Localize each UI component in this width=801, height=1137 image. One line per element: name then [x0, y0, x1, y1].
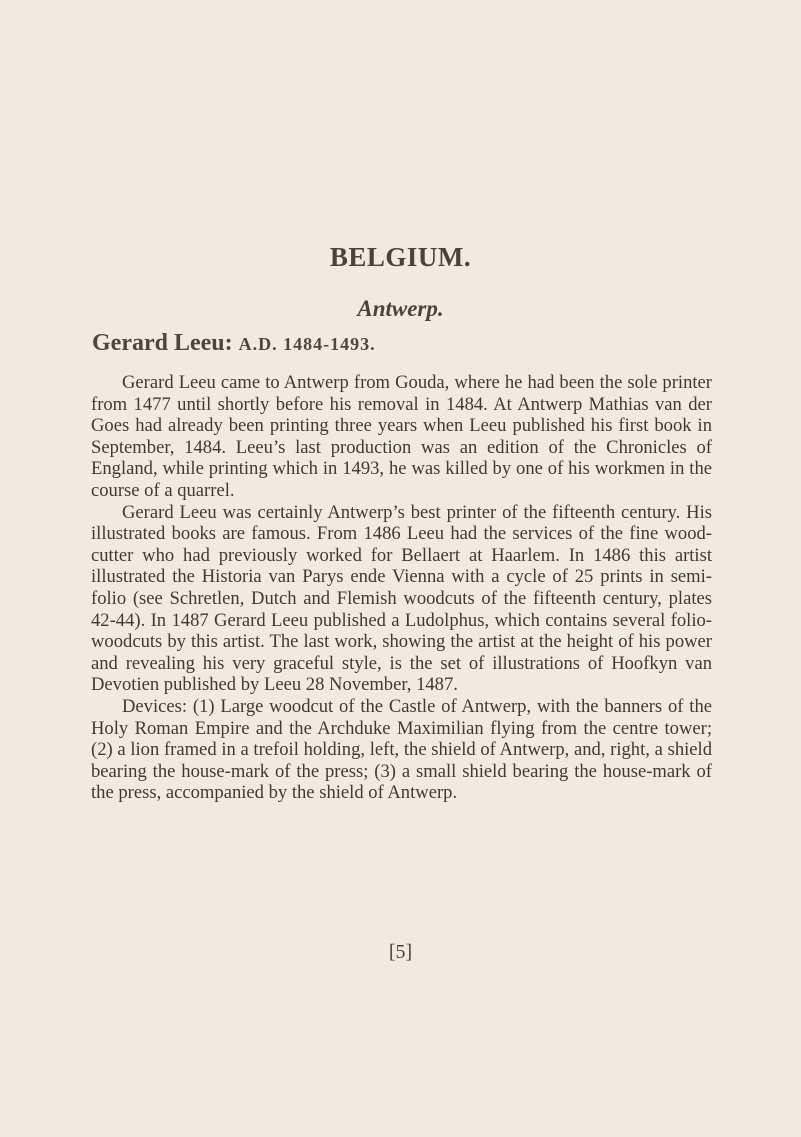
- country-heading: BELGIUM.: [329, 242, 472, 272]
- city-heading: Antwerp.: [357, 296, 444, 321]
- paragraph-illustrations: Gerard Leeu was certainly Antwerp’s best printer of the fifteenth century. His illustrated books are famous. From 1486 Leeu had the services of the fine wood-cutter who had previously worked for Bellaert at Haarlem. In 1486 this artist illustrated the Historia van Parys ende Vienna with a cycle of 25 prints in semi-folio (see Schretlen, Dutch and Flemish woodcuts of the fifteenth century, plates 42-44). In 1487 Gerard Leeu published a Ludolphus, which contains several folio-woodcuts by this artist. The last work, showing the artist at the height of his power and revealing his very graceful style, is the set of illustrations of Hoofkyn van Devotien published by Leeu 28 November, 1487.: [91, 501, 712, 696]
- paragraph-history: Gerard Leeu came to Antwerp from Gouda, where he had been the sole printer from 1477 until shortly before his removal in 1484. At Antwerp Mathias van der Goes had already been printing three years when Leeu published his first book in September, 1484. Leeu’s last production was an edition of the Chronicles of England, while printing which in 1493, he was killed by one of his workmen in the course of a quarrel.: [91, 372, 712, 501]
- printer-heading: [92, 330, 376, 357]
- paragraph-devices: Devices: (1) Large woodcut of the Castle of Antwerp, with the banners of the Holy Roman Empire and the Archduke Maximilian flying from the centre tower; (2) a lion framed in a trefoil holding, left, the shield of Antwerp, and, right, a shield bearing the house-mark of the press; (3) a small shield bearing the house-mark of the press, accompanied by the shield of Antwerp.: [91, 695, 712, 804]
- page-number: [5]: [388, 941, 413, 963]
- body-text: [91, 372, 712, 804]
- printer-dates: A.D. 1484-1493.: [238, 334, 376, 354]
- printer-name: Gerard Leeu:: [92, 330, 233, 356]
